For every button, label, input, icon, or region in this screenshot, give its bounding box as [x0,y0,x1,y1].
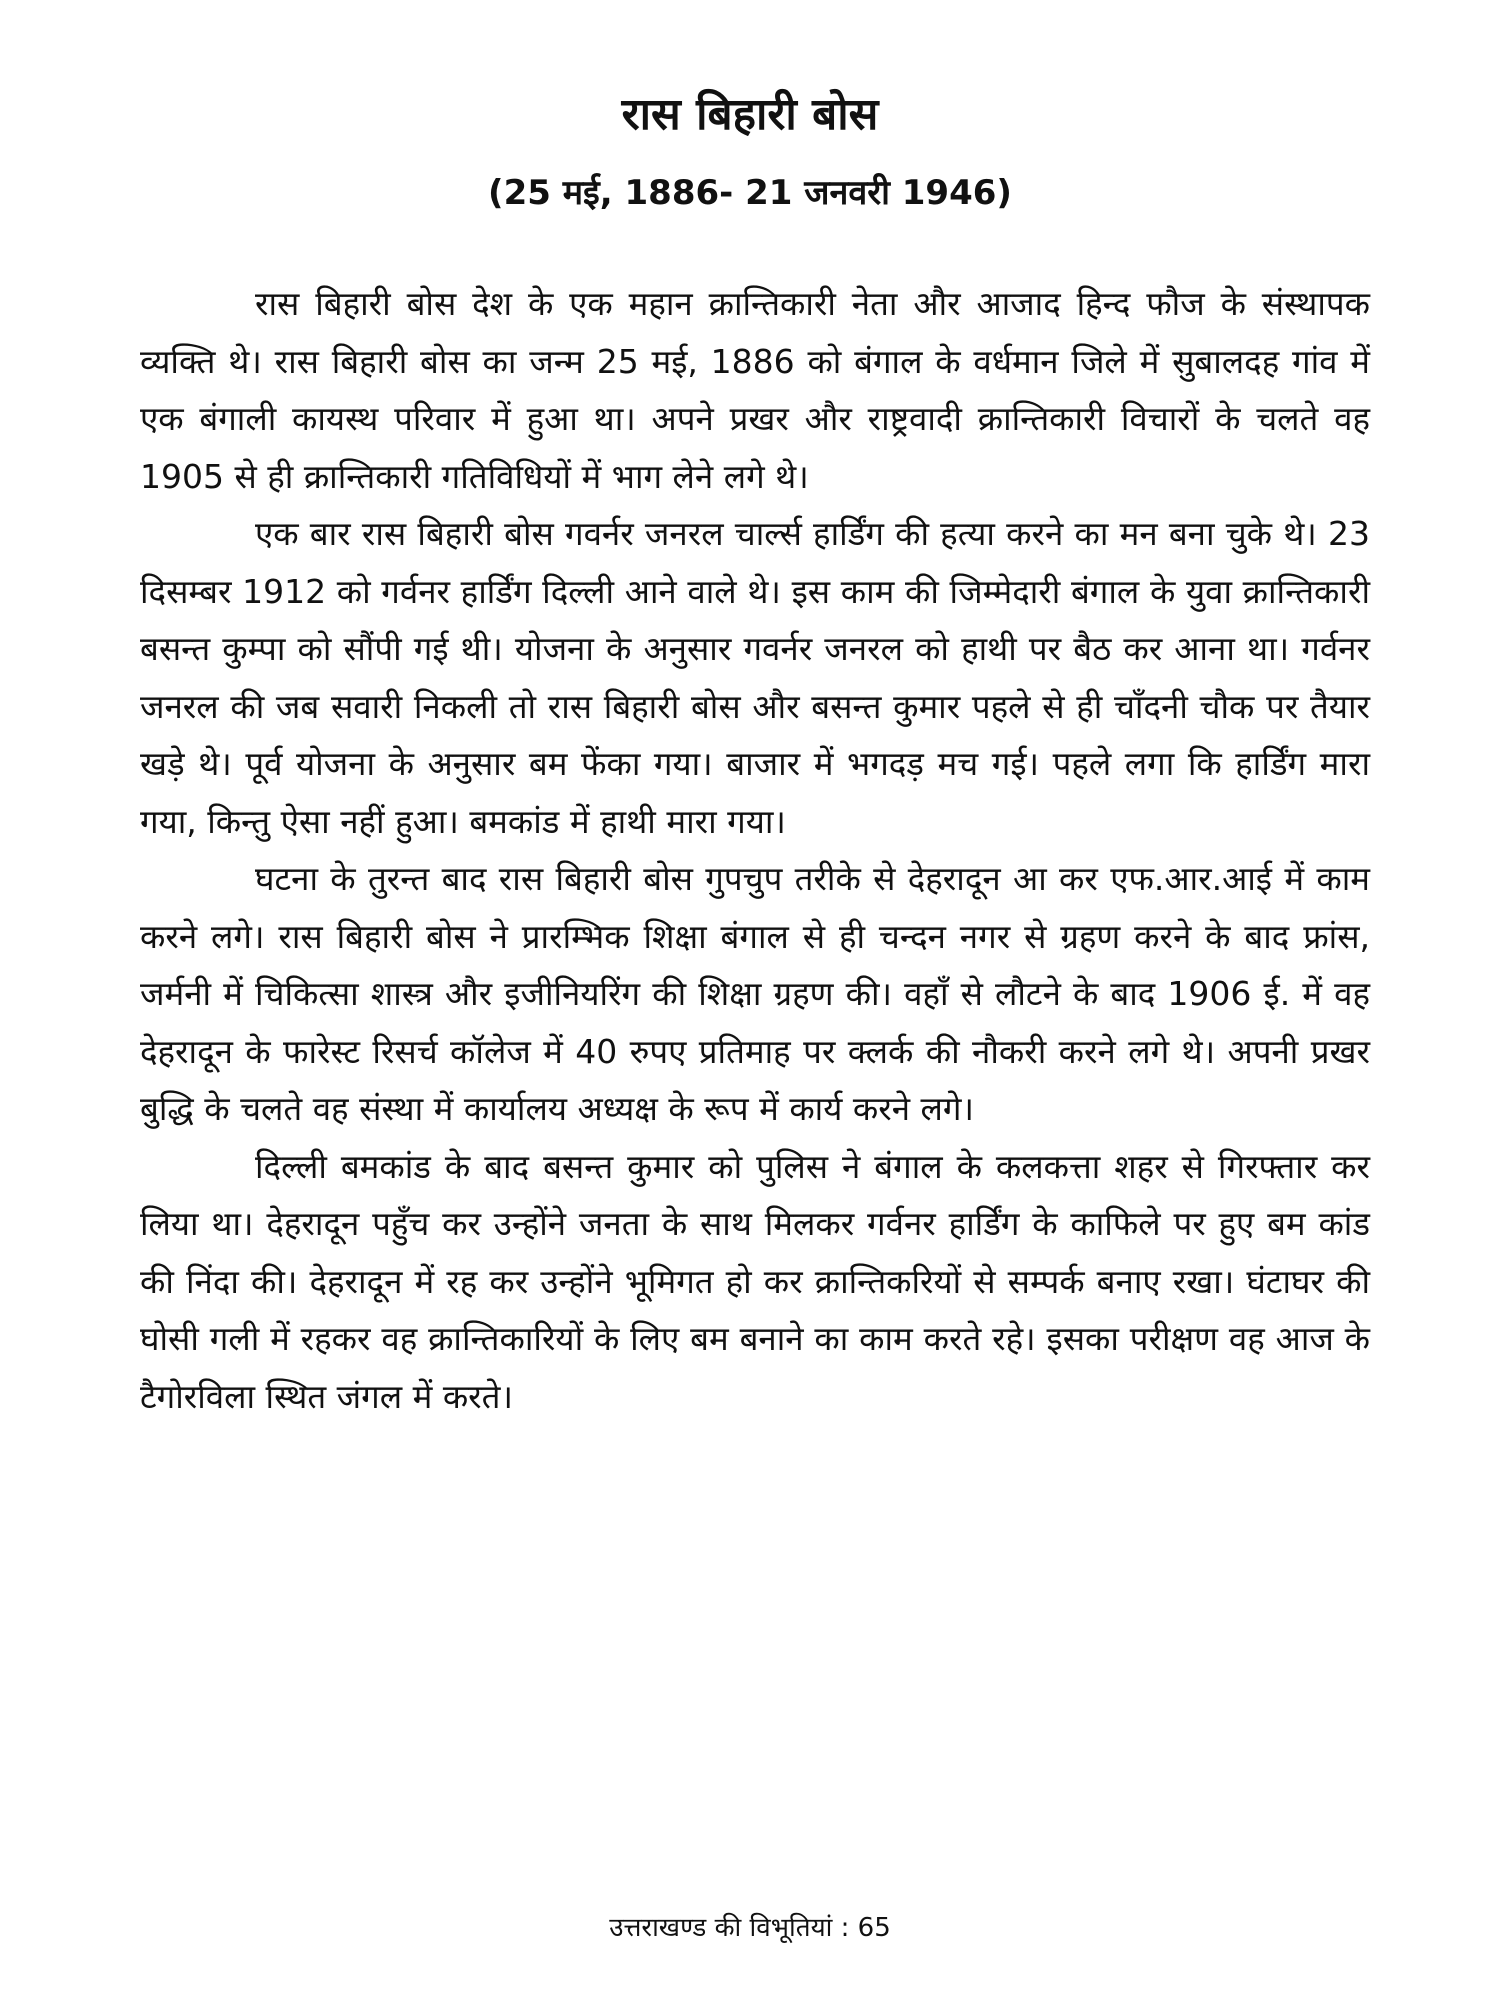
page-title: रास बिहारी बोस [621,89,879,140]
paragraph: दिल्ली बमकांड के बाद बसन्त कुमार को पुलिस ने बंगाल के कलकत्ता शहर से गिरफ्तार कर लिया था। देहरादून पहुँच कर उन्होंने जनता के साथ मिलकर गर्वनर हार्डिंग के काफिले पर हुए बम कांड की निंदा की। देहरादून में रह कर उन्होंने भूमिगत हो कर क्रान्तिकरियों से सम्पर्क बनाए रखा। घंटाघर की घोसी गली में रहकर वह क्रान्तिकारियों के लिए बम बनाने का काम करते रहे। इसका परीक्षण वह आज के टैगोरविला स्थित जंगल में करते। [140,1146,1370,1416]
paragraph: रास बिहारी बोस देश के एक महान क्रान्तिकारी नेता और आजाद हिन्द फौज के संस्थापक व्यक्ति थे। रास बिहारी बोस का जन्म 25 मई, 1886 को बंगाल के वर्धमान जिले में सुबालदह गांव में एक बंगाली कायस्थ परिवार में हुआ था। अपने प्रखर और राष्ट्रवादी क्रान्तिकारी विचारों के चलते वह 1905 से ही क्रान्तिकारी गतिविधियों में भाग लेने लगे थे। [140,284,1370,496]
paragraph: एक बार रास बिहारी बोस गवर्नर जनरल चार्ल्स हार्डिंग की हत्या करने का मन बना चुके थे। 23 दिसम्बर 1912 को गर्वनर हार्डिंग दिल्ली आने वाले थे। इस काम की जिम्मेदारी बंगाल के युवा क्रान्तिकारी बसन्त कुम्पा को सौंपी गई थी। योजना के अनुसार गवर्नर जनरल को हाथी पर बैठ कर आना था। गर्वनर जनरल की जब सवारी निकली तो रास बिहारी बोस और बसन्त कुमार पहले से ही चाँदनी चौक पर तैयार खड़े थे। पूर्व योजना के अनुसार बम फेंका गया। बाजार में भगदड़ मच गई। पहले लगा कि हार्डिंग मारा गया, किन्तु ऐसा नहीं हुआ। बमकांड में हाथी मारा गया। [140,514,1370,841]
page-subtitle-dates: (25 मई, 1886- 21 जनवरी 1946) [488,173,1012,213]
paragraph: घटना के तुरन्त बाद रास बिहारी बोस गुपचुप तरीके से देहरादून आ कर एफ.आर.आई में काम करने लगे। रास बिहारी बोस ने प्रारम्भिक शिक्षा बंगाल से ही चन्दन नगर से ग्रहण करने के बाद फ्रांस, जर्मनी में चिकित्सा शास्त्र और इजीनियरिंग की शिक्षा ग्रहण की। वहाँ से लौटने के बाद 1906 ई. में वह देहरादून के फारेस्ट रिसर्च कॉलेज में 40 रुपए प्रतिमाह पर क्लर्क की नौकरी करने लगे थे। अपनी प्रखर बुद्धि के चलते वह संस्था में कार्यालय अध्यक्ष के रूप में कार्य करने लगे। [140,859,1370,1128]
body-text [140,275,1370,1425]
page-footer: उत्तराखण्ड की विभूतियां : 65 [609,1913,891,1943]
